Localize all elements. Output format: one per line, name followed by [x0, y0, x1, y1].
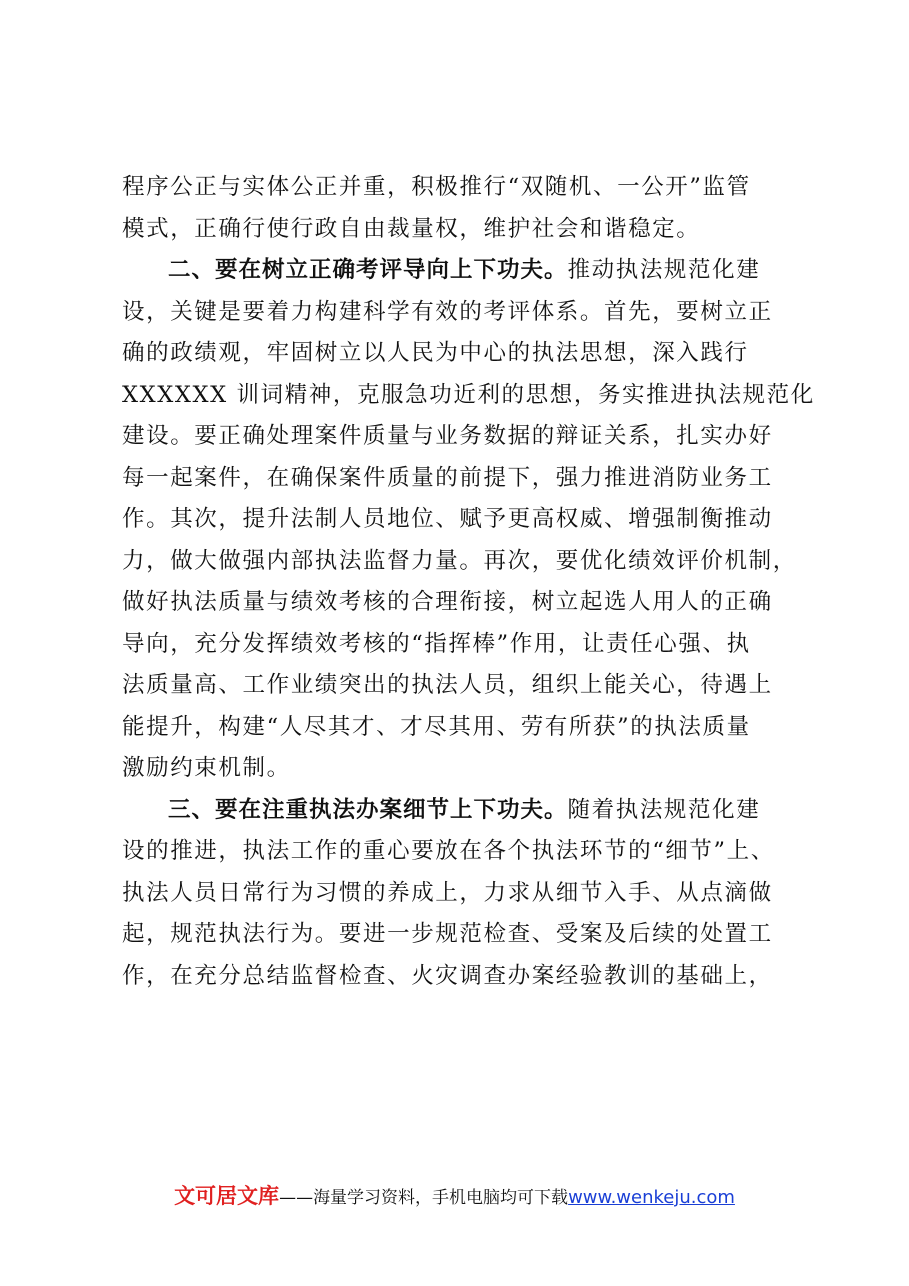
footer-banner	[0, 1180, 909, 1210]
paragraph-text: 能提升，构建“人尽其才、才尽其用、劳有所获”的执法质量	[122, 713, 751, 740]
paragraph-text: 设的推进，执法工作的重心要放在各个执法环节的“细节”上、	[122, 838, 775, 864]
paragraph-text: 设，关键是要着力构建科学有效的考评体系。首先，要树立正	[122, 298, 773, 325]
text-line	[122, 956, 790, 998]
text-line	[122, 665, 790, 707]
footer-brand: 文可居文库	[174, 1184, 280, 1208]
paragraph-text: XXXXXX 训词精神，克服急功近利的思想，务实推进执法规范化	[122, 381, 815, 408]
footer-slogan: ——海量学习资料，手机电脑均可下载	[279, 1188, 569, 1208]
footer-link[interactable]: www.wenkeju.com	[568, 1187, 735, 1208]
text-line	[122, 873, 790, 915]
document-body	[122, 167, 815, 997]
paragraph-text: 导向，充分发挥绩效考核的“指挥棒”作用，让责任心强、执	[122, 630, 751, 657]
text-line	[122, 375, 815, 417]
text-line	[122, 167, 790, 209]
text-line	[122, 499, 790, 541]
section-heading: 二、要在树立正确考评导向上下功夫。	[168, 257, 568, 283]
text-line	[122, 582, 790, 624]
paragraph-text: 推动执法规范化建	[567, 257, 761, 283]
paragraph-text: 建设。要正确处理案件质量与业务数据的辩证关系，扎实办好	[122, 423, 773, 449]
paragraph-text: 程序公正与实体公正并重，积极推行“双随机、一公开”监管	[122, 174, 751, 200]
text-line	[122, 250, 790, 292]
text-line	[122, 748, 790, 790]
paragraph-text: 作。其次，提升法制人员地位、赋予更高权威、增强制衡推动	[122, 506, 773, 532]
text-line	[122, 790, 790, 832]
text-line	[122, 458, 790, 500]
paragraph-text: 法质量高、工作业绩突出的执法人员，组织上能关心，待遇上	[122, 672, 773, 698]
text-line	[122, 209, 790, 251]
paragraph-text: 起，规范执法行为。要进一步规范检查、受案及后续的处置工	[122, 921, 773, 947]
text-line	[122, 541, 797, 583]
paragraph-text: 模式，正确行使行政自由裁量权，维护社会和谐稳定。	[122, 215, 701, 242]
paragraph-text: 执法人员日常行为习惯的养成上，力求从细节入手、从点滴做	[122, 879, 773, 906]
paragraph-text: 每一起案件，在确保案件质量的前提下，强力推进消防业务工	[122, 464, 773, 491]
text-line	[122, 914, 790, 956]
text-line	[122, 416, 790, 458]
paragraph-text: 做好执法质量与绩效考核的合理衔接，树立起选人用人的正确	[122, 589, 773, 615]
paragraph-text: 激励约束机制。	[122, 755, 291, 781]
text-line	[122, 831, 790, 873]
paragraph-text: 力，做大做强内部执法监督力量。再次，要优化绩效评价机制，	[122, 547, 797, 574]
paragraph-text: 确的政绩观，牢固树立以人民为中心的执法思想，深入践行	[122, 340, 749, 366]
paragraph-text: 作，在充分总结监督检查、火灾调查办案经验教训的基础上，	[122, 962, 773, 989]
text-line	[122, 333, 790, 375]
text-line	[122, 292, 790, 334]
text-line	[122, 624, 790, 666]
section-heading: 三、要在注重执法办案细节上下功夫。	[168, 796, 568, 823]
paragraph-text: 随着执法规范化建	[567, 796, 761, 823]
text-line	[122, 707, 790, 749]
